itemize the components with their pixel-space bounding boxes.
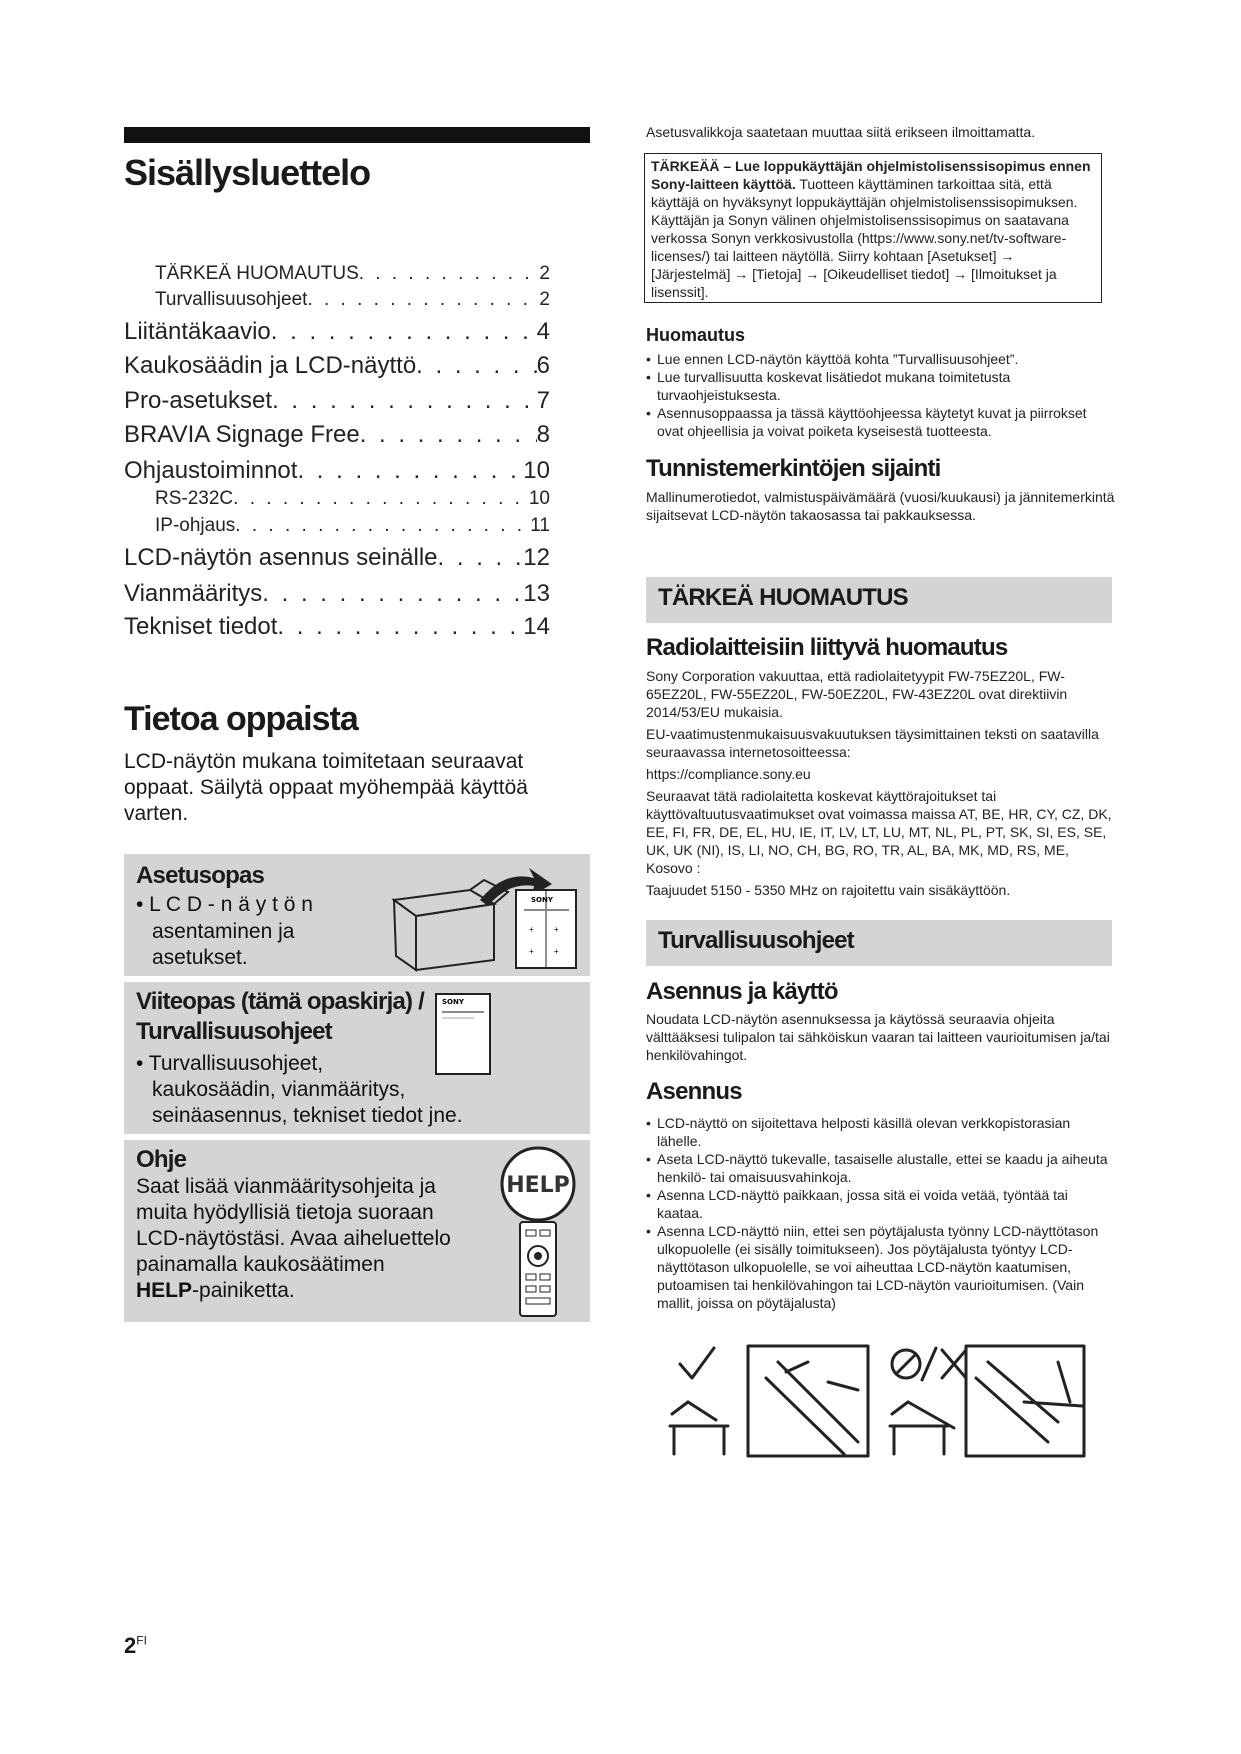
list-item: • Asenna LCD-näyttö paikkaan, jossa sitä ei voida vetää, työntää tai kaataa. (646, 1186, 1116, 1222)
check-icon (680, 1348, 714, 1378)
list-item: • Asenna LCD-näyttö niin, ettei sen pöytäjalusta työnny LCD-näyttötason ulkopuolelle (ei sisälly toimitukseen). Jos pöytäjalusta työntyy LCD-näyttötason ulkopuolelle, se voi aiheuttaa LCD-näytön kaatumisen, putoamisen tai henkilövahingon tai LCD-näytön vaurioitumisen. (Vain mallit, joissa on pöytäjalusta) (646, 1222, 1116, 1312)
toc-entry[interactable]: Vianmääritys . . . 13 (124, 580, 550, 608)
safety-band: Turvallisuusohjeet (646, 920, 1112, 966)
manual-book-icon (434, 992, 494, 1078)
note-list (646, 350, 1116, 440)
toc-entry[interactable]: TÄRKEÄ HUOMAUTUS . . . 2 (155, 263, 550, 285)
install-heading: Asennus (646, 1078, 742, 1105)
toc-entry[interactable]: RS-232C . . . 10 (155, 488, 550, 510)
toc-entry[interactable]: IP-ohjaus . . . 11 (155, 515, 550, 537)
toc-entry[interactable]: Ohjaustoiminnot . . . 10 (124, 457, 550, 485)
toc-entry[interactable]: Tekniset tiedot . . . 14 (124, 613, 550, 641)
list-item: • LCD-näyttö on sijoitettava helposti käsillä olevan verkkopistorasian lähelle. (646, 1114, 1116, 1150)
svg-text:+: + (529, 947, 534, 956)
guide-text: • Turvallisuusohjeet, (136, 1052, 324, 1075)
guide-title: Ohje (136, 1146, 187, 1173)
compliance-link[interactable]: https://compliance.sony.eu (646, 766, 811, 782)
toc-entry[interactable]: BRAVIA Signage Free . . . 8 (124, 421, 550, 449)
svg-text:SONY: SONY (531, 896, 553, 904)
svg-text:+: + (529, 925, 534, 934)
toc-entry[interactable]: Liitäntäkaavio . . . 4 (124, 318, 550, 346)
important-notice-band: TÄRKEÄ HUOMAUTUS (646, 577, 1112, 623)
radio-heading: Radiolaitteisiin liittyvä huomautus (646, 634, 1008, 661)
list-item: • Lue ennen LCD-näytön käyttöä kohta ”Turvallisuusohjeet”. (646, 350, 1116, 368)
guide-help: Ohje Saat lisää vianmääritysohjeita ja muita hyödyllisiä tietoja suoraan LCD-näytöstäsi. Avaa aiheluettelo painamalla kaukosäätimen HELP-painiketta. HELP (124, 1140, 590, 1322)
settings-notice: Asetusvalikkoja saatetaan muuttaa siitä erikseen ilmoittamatta. (646, 124, 1036, 140)
guide-title: Viiteopas (tämä opaskirja) / (136, 988, 424, 1015)
list-item: • Lue turvallisuutta koskevat lisätiedot mukana toimitetusta turvaohjeistuksesta. (646, 368, 1116, 404)
guide-setup: Asetusopas • L C D - n ä y t ö n asentaminen ja asetukset. SONY + + + + (124, 854, 590, 976)
list-item: • Aseta LCD-näyttö tukevalle, tasaiselle alustalle, ettei se kaadu ja aiheuta henkilö- tai omaisuusvahinkoja. (646, 1150, 1116, 1186)
license-notice-box: TÄRKEÄÄ – Lue loppukäyttäjän ohjelmistolisenssisopimus ennen Sony-laitteen käyttöä. Tuotteen käyttäminen tarkoittaa sitä, että käyttäjä on hyväksynyt loppukäyttäjän ohjelmistolisenssisopimuksen. Käyttäjän ja Sonyn välinen ohjelmistolisenssisopimus on saatavana verkossa Sonyn verkkosivustolla (https://www.sony.net/tv-software-licenses/) tai laitteen näytöllä. Siirry kohtaan [Asetukset] → [Järjestelmä] → [Tietoja] → [Oikeudelliset tiedot] → [Ilmoitukset ja lisenssit]. (644, 153, 1102, 303)
radio-text: Sony Corporation vakuuttaa, että radiolaitetyypit FW-75EZ20L, FW-65EZ20L, FW-55EZ20L, FW-50EZ20L, FW-43EZ20L ovat direktiivin 2014/53/EU mukaisia. EU-vaatimustenmukaisuusvakuutuksen täysimittainen teksti on saatavilla seuraavassa internetosoitteessa: https://compliance.sony.eu Seuraavat tätä radiolaitetta koskevat käyttörajoitukset tai käyttövaltuutusvaatimukset ovat voimassa maissa AT, BE, HR, CY, CZ, DK, EE, FI, FR, DE, EL, HU, IE, IT, LV, LT, LU, MT, NL, PL, PT, SK, SI, ES, SE, UK, UK (NI), IS, LI, NO, CH, BG, RO, TR, AL, BA, MK, MD, RS, ME, Kosovo : Taajuudet 5150 - 5350 MHz on rajoitettu vain sisäkäyttöön. (646, 667, 1116, 903)
label-location-text: Mallinumerotiedot, valmistuspäivämäärä (vuosi/kuukausi) ja jännitemerkintä sijaitsevat LCD-näytön takaosassa tai pakkauksessa. (646, 489, 1115, 523)
svg-text:HELP: HELP (506, 1173, 570, 1198)
toc-entry[interactable]: Turvallisuusohjeet . . . 2 (155, 289, 550, 311)
svg-text:+: + (554, 925, 559, 934)
guide-reference: Viiteopas (tämä opaskirja) / Turvallisuusohjeet • Turvallisuusohjeet, kaukosäädin, vianmääritys, seinäasennus, tekniset tiedot jne. SONY (124, 982, 590, 1134)
toc-entry[interactable]: Pro-asetukset . . . 7 (124, 387, 550, 415)
toc-title: Sisällysluettelo (124, 152, 371, 193)
svg-text:SONY: SONY (442, 998, 464, 1006)
toc-entry[interactable]: LCD-näytön asennus seinälle . . . 12 (124, 544, 550, 572)
stand-placement-illustration (658, 1342, 1088, 1462)
guide-text: • L C D - n ä y t ö n (136, 893, 313, 916)
about-text: LCD-näytön mukana toimitetaan seuraavat oppaat. Säilytä oppaat myöhempää käyttöä varten. (124, 750, 528, 825)
guide-text: Saat lisää vianmääritysohjeita ja (136, 1175, 436, 1198)
remote-help-icon (496, 1144, 580, 1320)
about-title: Tietoa oppaista (124, 700, 358, 738)
label-location-heading: Tunnistemerkintöjen sijainti (646, 455, 941, 482)
svg-text:+: + (554, 947, 559, 956)
install-list (646, 1114, 1116, 1312)
list-item: • Asennusoppaassa ja tässä käyttöohjeessa käytetyt kuvat ja piirrokset ovat ohjeellisia ja voivat poiketa kyseisestä tuotteesta. (646, 404, 1116, 440)
guide-title: Asetusopas (136, 862, 265, 889)
box-manual-icon (384, 862, 584, 972)
section-bar (124, 127, 590, 143)
install-use-text: Noudata LCD-näytön asennuksessa ja käytössä seuraavia ohjeita välttääksesi tulipalon tai sähköiskun vaaran tai laitteen vaurioitumisen ja/tai henkilövahingot. (646, 1011, 1110, 1063)
page-number: $2^{FI}$ (124, 1633, 147, 1658)
toc-entry[interactable]: Kaukosäädin ja LCD-näyttö . . . 6 (124, 352, 550, 380)
install-use-heading: Asennus ja käyttö (646, 978, 838, 1005)
note-heading: Huomautus (646, 325, 745, 345)
